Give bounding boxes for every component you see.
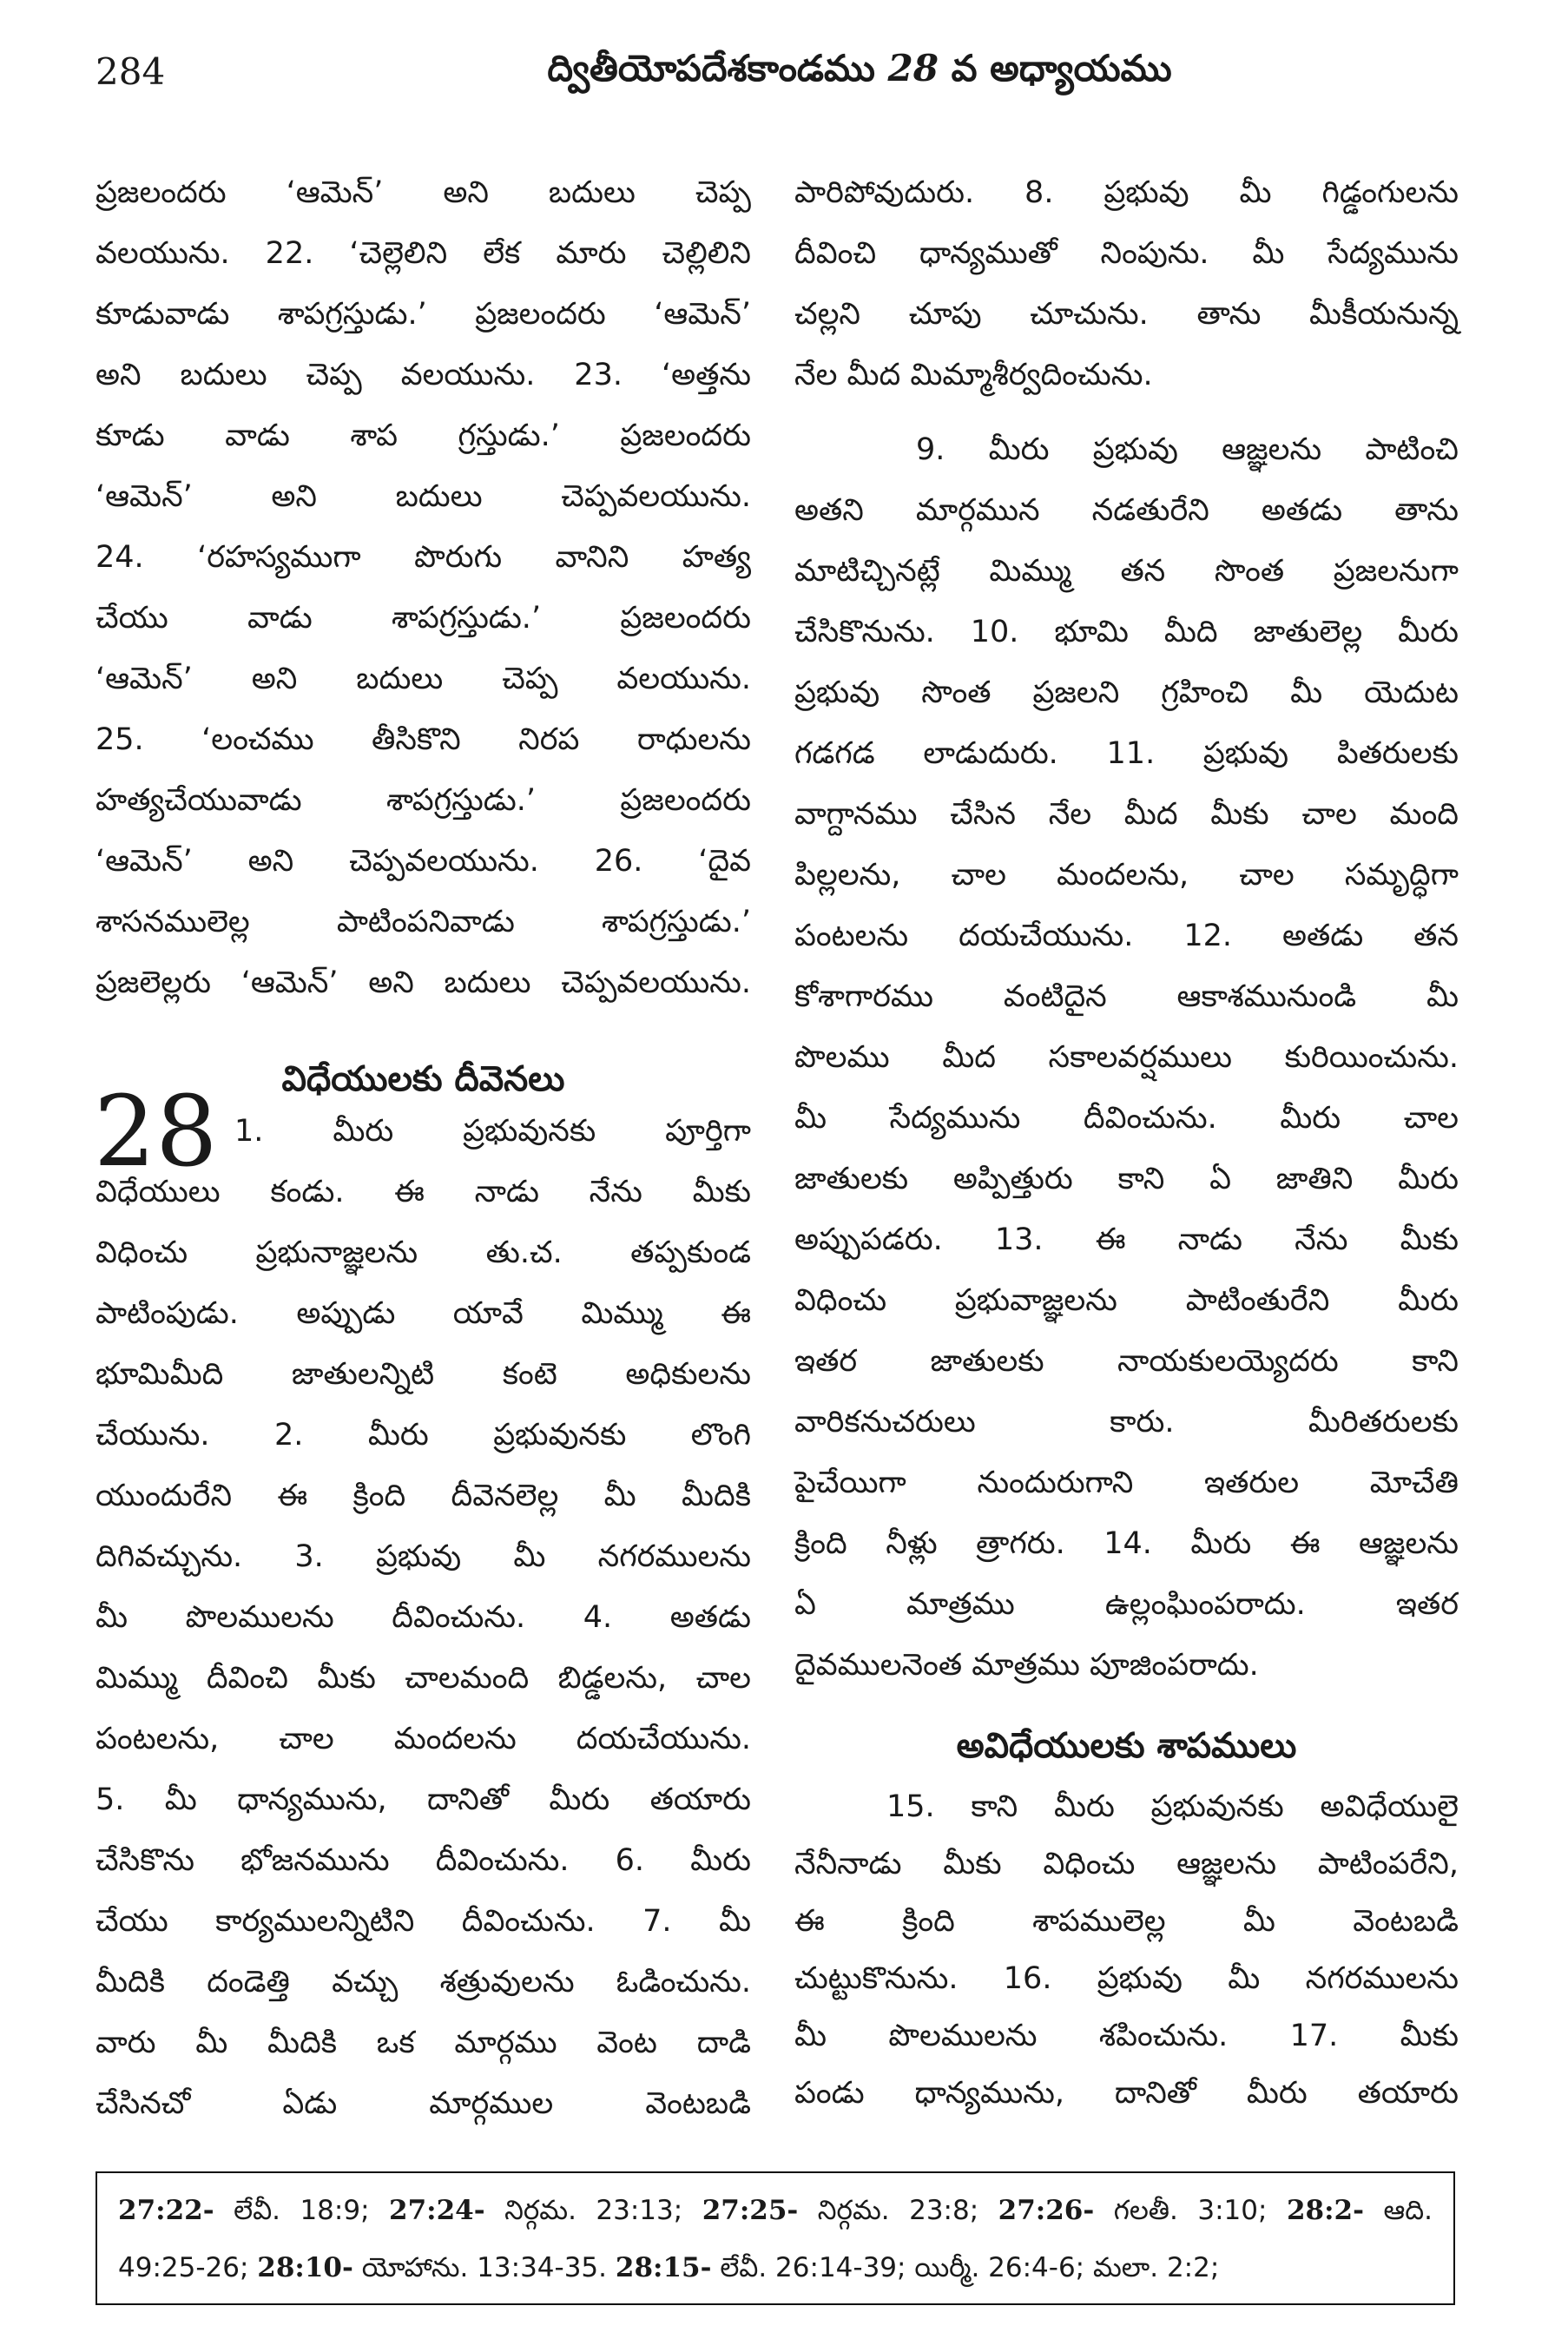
- reference-verse: 27:25-: [702, 2195, 799, 2226]
- text-line: ‘ఆమెన్’ అని చెప్పవలయును. 26. ‘దైవ: [96, 844, 751, 879]
- text-line: 1. మీరు ప్రభువునకు పూర్తిగా: [234, 1114, 751, 1149]
- reference-verse: 28:10-: [257, 2252, 353, 2283]
- text-line: దిగివచ్చును. 3. ప్రభువు మీ నగరములను: [96, 1539, 751, 1574]
- text-line: పైచేయిగా నుందురుగాని ఇతరుల మోచేతి: [794, 1466, 1459, 1500]
- text-line: ప్రజలందరు ‘ఆమెన్’ అని బదులు చెప్ప: [96, 175, 751, 210]
- reference-target: 49:25-26;: [118, 2252, 249, 2283]
- text-line: యుందురేని ఈ క్రింది దీవెనలెల్ల మీ మీదికి: [96, 1479, 751, 1513]
- text-line: 5. మీ ధాన్యమును, దానితో మీరు తయారు: [96, 1782, 751, 1817]
- left-column-block-1: [96, 162, 751, 1013]
- reference-target: నిర్గమ. 23:13;: [484, 2195, 683, 2226]
- text-line: చేసికొను భోజనమును దీవించును. 6. మీరు: [96, 1843, 751, 1878]
- text-line: 24. ‘రహస్యముగా పొరుగు వానిని హత్య: [96, 540, 751, 575]
- text-line: నేనీనాడు మీకు విధించు ఆజ్ఞలను పాటింపరేని,: [794, 1847, 1459, 1881]
- reference-verse: 28:2-: [1286, 2195, 1364, 2226]
- text-line: పిల్లలను, చాల మందలను, చాల సమృద్ధిగా: [794, 858, 1459, 893]
- text-line: ప్రభువు సొంత ప్రజలని గ్రహించి మీ యెదుట: [794, 675, 1459, 710]
- reference-verse: 27:24-: [389, 2195, 485, 2226]
- text-line: ఈ క్రింది శాపములెల్ల మీ వెంటబడి: [794, 1904, 1459, 1939]
- cross-references-box: [96, 2171, 1455, 2305]
- text-line: చేయును. 2. మీరు ప్రభువునకు లొంగి: [96, 1418, 751, 1453]
- text-line: చుట్టుకొనును. 16. ప్రభువు మీ నగరములను: [794, 1961, 1459, 1996]
- section-heading-blessings: విధేయులకు దీవెనలు: [281, 1059, 565, 1099]
- book-name: ద్వితీయోపదేశకాండము: [547, 47, 875, 89]
- text-line: విధేయులు కండు. ఈ నాడు నేను మీకు: [96, 1175, 751, 1209]
- text-line: శాసనములెల్ల పాటింపనివాడు శాపగ్రస్తుడు.’: [96, 905, 751, 939]
- text-line: అని బదులు చెప్ప వలయును. 23. ‘అత్తను: [96, 358, 751, 392]
- reference-target: ఆది.: [1363, 2195, 1433, 2226]
- text-line: 9. మీరు ప్రభువు ఆజ్ఞలను పాటించి: [916, 432, 1459, 467]
- reference-verse: 27:22-: [118, 2195, 214, 2226]
- reference-target: నిర్గమ. 23:8;: [798, 2195, 979, 2226]
- text-line: భూమిమీది జాతులన్నిటి కంటె అధికులను: [96, 1357, 751, 1392]
- text-line: కోశాగారము వంటిదైన ఆకాశమునుండి మీ: [794, 979, 1459, 1014]
- reference-verse: 27:26-: [998, 2195, 1095, 2226]
- text-line: దైవములనెంత మాత్రము పూజింపరాదు.: [794, 1648, 1259, 1683]
- text-line: మీ సేద్యమును దీవించును. మీరు చాల: [794, 1101, 1459, 1136]
- text-line: పండు ధాన్యమును, దానితో మీరు తయారు: [794, 2076, 1459, 2111]
- reference-target: యోహాను. 13:34-35.: [352, 2252, 608, 2283]
- text-line: మీ పొలములను దీవించును. 4. అతడు: [96, 1600, 751, 1635]
- text-line: ‘ఆమెన్’ అని బదులు చెప్పవలయును.: [96, 479, 751, 514]
- text-line: వారు మీ మీదికి ఒక మార్గము వెంట దాడి: [96, 2026, 751, 2060]
- right-column-block-2: [794, 419, 1459, 1696]
- chapter-suffix: వ అధ్యాయము: [951, 47, 1172, 89]
- text-line: జాతులకు అప్పిత్తురు కాని ఏ జాతిని మీరు: [794, 1162, 1459, 1196]
- text-line: వలయును. 22. ‘చెల్లెలిని లేక మారు చెల్లిలిని: [96, 236, 751, 271]
- text-line: విధించు ప్రభునాజ్ఞలను తు.చ. తప్పకుండ: [96, 1235, 751, 1270]
- text-line: చేయు వాడు శాపగ్రస్తుడు.’ ప్రజలందరు: [96, 601, 751, 636]
- right-column-block-1: [794, 162, 1459, 405]
- text-line: వాగ్దానము చేసిన నేల మీద మీకు చాల మంది: [794, 797, 1459, 832]
- reference-target: లేవీ. 18:9;: [214, 2195, 370, 2226]
- text-line: ప్రజలెల్లరు ‘ఆమెన్’ అని బదులు చెప్పవలయును.: [96, 965, 751, 1000]
- reference-target: లేవీ. 26:14-39; యిర్మీ. 26:4-6; మలా. 2:2;: [711, 2252, 1220, 2283]
- cross-references-line-2: [118, 2239, 1433, 2296]
- text-line: పంటలను, చాల మందలను దయచేయును.: [96, 1722, 751, 1756]
- text-line: 15. కాని మీరు ప్రభువునకు అవిధేయులై: [886, 1789, 1459, 1824]
- text-line: వారికనుచరులు కారు. మీరితరులకు: [794, 1405, 1459, 1440]
- chapter-dropcap: 28: [94, 1076, 218, 1189]
- text-line: పొలము మీద సకాలవర్షములు కురియించును.: [794, 1040, 1459, 1075]
- chapter-number: 28: [887, 47, 939, 89]
- text-line: పంటలను దయచేయును. 12. అతడు తన: [794, 919, 1459, 953]
- text-line: చేసికొనును. 10. భూమి మీది జాతులెల్ల మీరు: [794, 615, 1459, 649]
- text-line: మీదికి దండెత్తి వచ్చు శత్రువులను ఓడించును.: [96, 1965, 751, 2000]
- reference-target: గలతీ. 3:10;: [1094, 2195, 1268, 2226]
- text-line: కూడువాడు శాపగ్రస్తుడు.’ ప్రజలందరు ‘ఆమెన్’: [96, 297, 751, 332]
- text-line: గడగడ లాడుదురు. 11. ప్రభువు పితరులకు: [794, 736, 1459, 771]
- text-line: చేయు కార్యములన్నిటిని దీవించును. 7. మీ: [96, 1904, 751, 1939]
- text-line: మిమ్ము దీవించి మీకు చాలమంది బిడ్డలను, చాల: [96, 1661, 751, 1696]
- page-number: 284: [96, 50, 166, 93]
- text-line: చల్లని చూపు చూచును. తాను మీకీయనున్న: [794, 297, 1459, 332]
- running-title: [486, 47, 1233, 99]
- cross-references-line-1: [118, 2182, 1433, 2239]
- left-column-block-2: [96, 1162, 751, 2134]
- text-line: ఇతర జాతులకు నాయకులయ్యెదరు కాని: [794, 1344, 1459, 1379]
- text-line: విధించు ప్రభువాజ్ఞలను పాటింతురేని మీరు: [794, 1283, 1459, 1318]
- text-line: చేసినచో ఏడు మార్గముల వెంటబడి: [96, 2086, 751, 2121]
- text-line: అప్పుపడరు. 13. ఈ నాడు నేను మీకు: [794, 1222, 1459, 1257]
- text-line: పాటింపుడు. అప్పుడు యావే మిమ్ము ఈ: [96, 1296, 751, 1331]
- left-column-block-2-first: [234, 1101, 751, 1162]
- right-column-block-3: [794, 1778, 1459, 2122]
- text-line: దీవించి ధాన్యముతో నింపును. మీ సేద్యమును: [794, 236, 1459, 271]
- text-line: 25. ‘లంచము తీసికొని నిరప రాధులను: [96, 722, 751, 757]
- text-line: నేల మీద మిమ్మాశీర్వదించును.: [794, 358, 1153, 392]
- text-line: అతని మార్గమున నడతురేని అతడు తాను: [794, 493, 1459, 528]
- text-line: మీ పొలములను శపించును. 17. మీకు: [794, 2019, 1459, 2053]
- reference-verse: 28:15-: [615, 2252, 712, 2283]
- text-line: హత్యచేయువాడు శాపగ్రస్తుడు.’ ప్రజలందరు: [96, 783, 751, 818]
- section-heading-curses: అవిధేయులకు శాపములు: [956, 1726, 1297, 1766]
- text-line: క్రింది నీళ్లు త్రాగరు. 14. మీరు ఈ ఆజ్ఞలను: [794, 1526, 1459, 1561]
- text-line: కూడు వాడు శాప గ్రస్తుడు.’ ప్రజలందరు: [96, 418, 751, 453]
- text-line: ఏ మాత్రము ఉల్లంఘింపరాదు. ఇతర: [794, 1587, 1459, 1622]
- text-line: ‘ఆమెన్’ అని బదులు చెప్ప వలయును.: [96, 662, 751, 696]
- text-line: మాటిచ్చినట్లే మిమ్ము తన సొంత ప్రజలనుగా: [794, 554, 1459, 589]
- text-line: పారిపోవుదురు. 8. ప్రభువు మీ గిడ్డంగులను: [794, 175, 1459, 210]
